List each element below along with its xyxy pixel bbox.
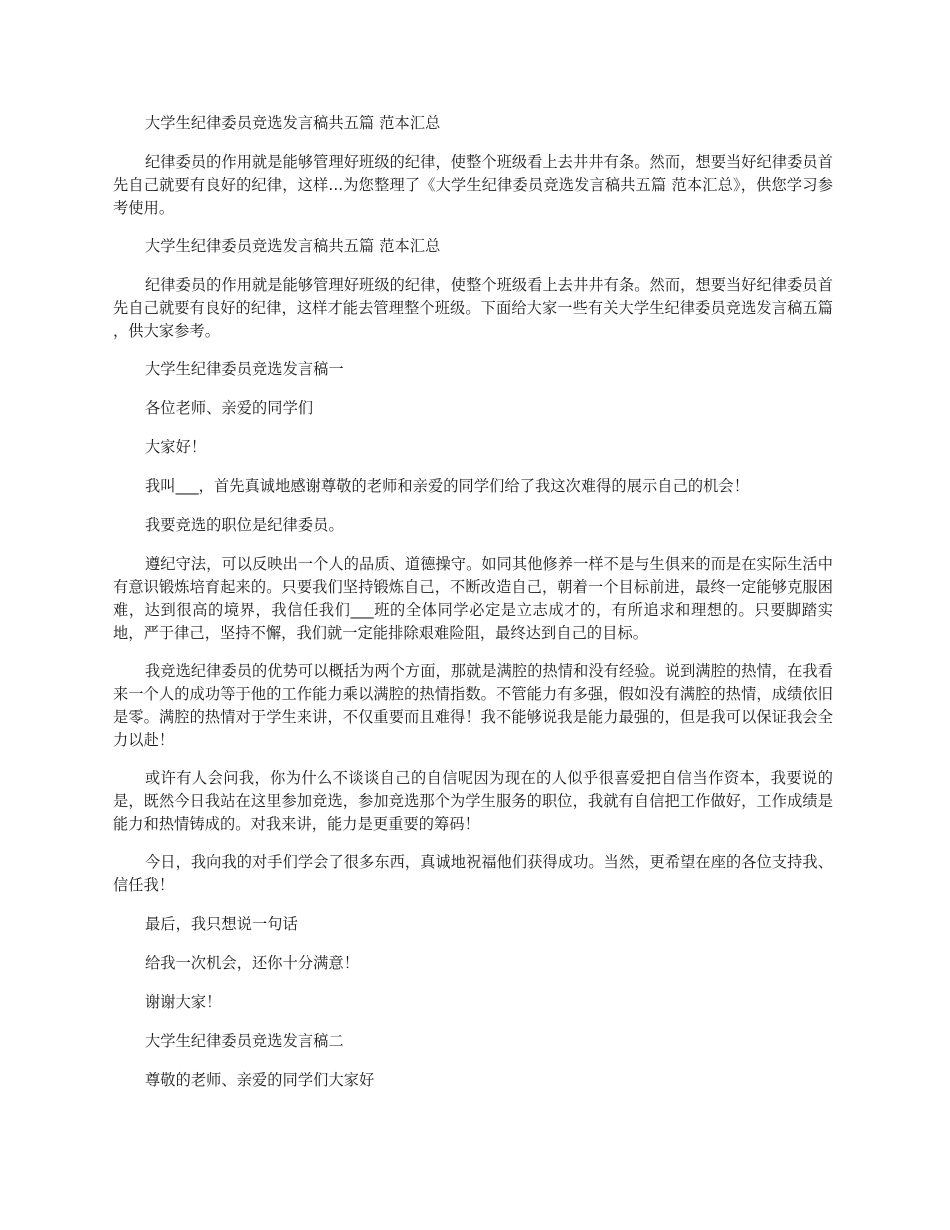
salutation: 尊敬的老师、亲爱的同学们大家好: [145, 1071, 375, 1089]
body-paragraph: 给我一次机会，还你十分满意！: [145, 954, 360, 972]
body-paragraph: 今日，我向我的对手们学会了很多东西，真诚地祝福他们获得成功。当然，更希望在座的各位支持我、信任我！: [113, 853, 833, 894]
body-paragraph: 我竞选纪律委员的优势可以概括为两个方面，那就是满腔的热情和没有经验。说到满腔的热情，在我看来一个人的成功等于他的工作能力乘以满腔的热情指数。不管能力有多强，假如没有满腔的热情，成绩依旧是零。满腔的热情对于学生来讲，不仅重要而且难得！我不能够说我是能力最强的，但是我可以保证我会全力以赴！: [113, 662, 833, 749]
body-paragraph: 遵纪守法，可以反映出一个人的品质、道德操守。如同其他修养一样不是与生俱来的而是在实际生活中有意识锻炼培育起来的。只要我们坚持锻炼自己，不断改造自己，朝着一个目标前进，最终一定能够克服困难，达到很高的境界，我信任我们___班的全体同学必定是立志成才的，有所追求和理想的。只要脚踏实地，严于律己，坚持不懈，我们就一定能排除艰难险阻，最终达到自己的目标。: [113, 555, 833, 642]
document-title: 大学生纪律委员竞选发言稿共五篇 范本汇总: [145, 114, 441, 132]
closing: 谢谢大家！: [145, 993, 222, 1011]
greeting: 大家好！: [145, 438, 207, 456]
body-paragraph: 或许有人会问我，你为什么不谈谈自己的自信呢因为现在的人似乎很喜爱把自信当作资本，我要说的是，既然今日我站在这里参加竞选，参加竞选那个为学生服务的职位，我就有自信把工作做好，工作成绩是能力和热情铸成的。对我来讲，能力是更重要的筹码！: [113, 769, 833, 833]
speech-heading-1: 大学生纪律委员竞选发言稿一: [145, 360, 344, 378]
body-paragraph: 我叫___，首先真诚地感谢尊敬的老师和亲爱的同学们给了我这次难得的展示自己的机会！: [145, 477, 750, 495]
speech-heading-2: 大学生纪律委员竞选发言稿二: [145, 1032, 344, 1050]
body-paragraph: 最后，我只想说一句话: [145, 915, 298, 933]
section-heading: 大学生纪律委员竞选发言稿共五篇 范本汇总: [145, 237, 441, 255]
intro-paragraph: 纪律委员的作用就是能够管理好班级的纪律，使整个班级看上去井井有条。然而，想要当好纪律委员首先自己就要有良好的纪律，这样...为您整理了《大学生纪律委员竞选发言稿共五篇 范本汇总》，供您学习参考使用。: [113, 153, 833, 217]
body-paragraph: 我要竞选的职位是纪律委员。: [145, 516, 344, 534]
salutation: 各位老师、亲爱的同学们: [145, 399, 314, 417]
body-paragraph: 纪律委员的作用就是能够管理好班级的纪律，使整个班级看上去井井有条。然而，想要当好纪律委员首先自己就要有良好的纪律，这样才能去管理整个班级。下面给大家一些有关大学生纪律委员竞选发言稿五篇 ，供大家参考。: [113, 276, 833, 340]
document-body: [113, 112, 833, 1108]
